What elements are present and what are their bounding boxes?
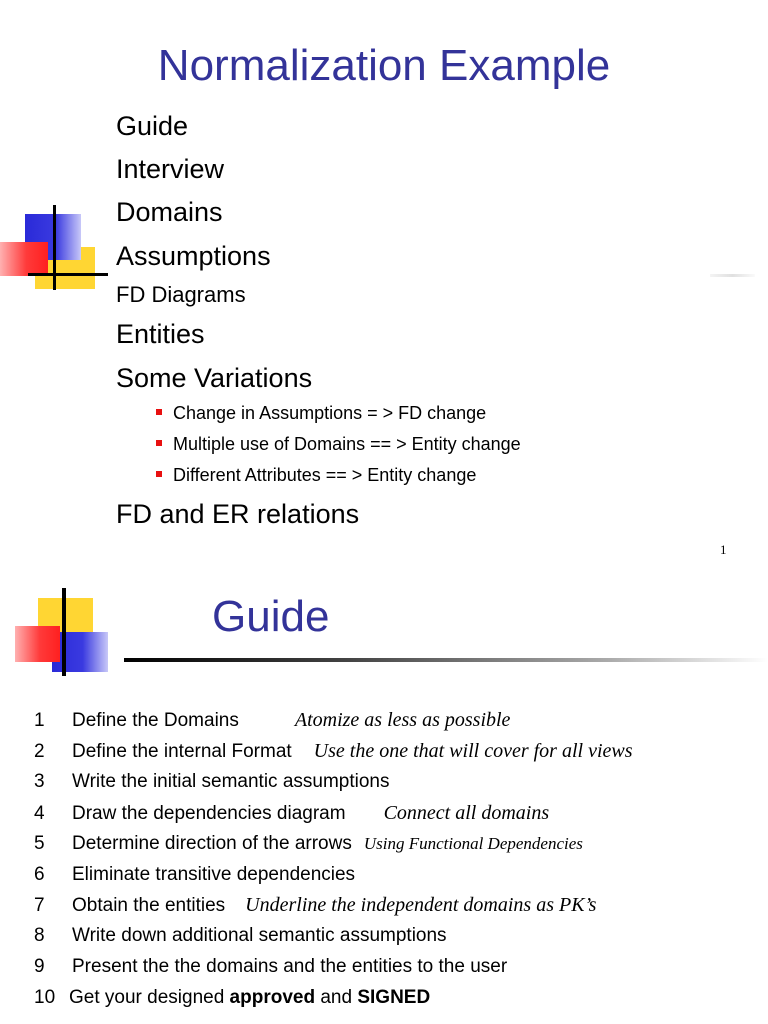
outline-item-fd-diagrams: FD Diagrams <box>116 282 246 307</box>
slide-title: Guide <box>212 592 330 641</box>
outline-item-some-variations: Some Variations <box>116 363 313 393</box>
faint-divider <box>710 274 755 277</box>
guide-step: 6 Eliminate transitive dependencies <box>34 864 356 885</box>
guide-step: 5 Determine direction of the arrows Using Functional Dependencies <box>34 833 583 854</box>
guide-step: 7 Obtain the entities Underline the independent domains as PK’s <box>34 894 597 916</box>
outline-item-interview: Interview <box>116 154 225 184</box>
outline-item-guide: Guide <box>116 111 189 141</box>
outline-item-domains: Domains <box>116 197 223 227</box>
guide-step: 8 Write down additional semantic assumptions <box>34 925 447 946</box>
outline-item-assumptions: Assumptions <box>116 241 271 271</box>
outline-item-fd-er-relations: FD and ER relations <box>116 499 360 529</box>
guide-step: 10 Get your designed approved and SIGNED <box>34 987 431 1008</box>
variation-item: Different Attributes == > Entity change <box>156 463 476 487</box>
bullet-icon <box>156 471 162 477</box>
bullet-icon <box>156 440 162 446</box>
outline-item-entities: Entities <box>116 319 205 349</box>
variation-item: Multiple use of Domains == > Entity change <box>156 432 521 456</box>
guide-step: 4 Draw the dependencies diagram Connect all domains <box>34 802 550 824</box>
guide-step: 2 Define the internal Format Use the one that will cover for all views <box>34 740 633 762</box>
title-underline <box>124 658 768 662</box>
guide-step: 3 Write the initial semantic assumptions <box>34 771 390 792</box>
guide-step: 9 Present the the domains and the entities to the user <box>34 956 508 977</box>
slide-number: 1 <box>720 542 727 557</box>
guide-step: 1 Define the Domains Atomize as less as possible <box>34 709 511 731</box>
variation-item: Change in Assumptions = > FD change <box>156 401 486 425</box>
bullet-icon <box>156 409 162 415</box>
slide-title: Normalization Example <box>157 41 611 90</box>
